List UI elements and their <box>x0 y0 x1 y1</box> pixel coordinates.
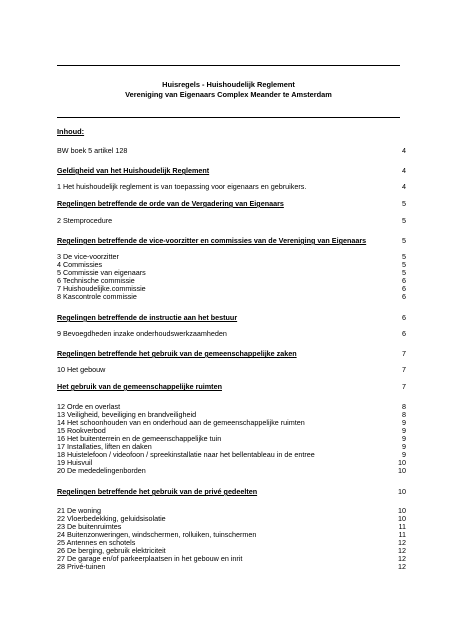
toc-entry-title: Het gebruik van de gemeenschappelijke ruimten <box>57 382 222 391</box>
toc-entry-title: 19 Huisvuil <box>57 458 93 467</box>
toc-entry-page: 4 <box>402 146 406 155</box>
toc-entry-title: 13 Veiligheid, beveiliging en brandveiligheid <box>57 410 197 419</box>
toc-entry-title: 27 De garage en/of parkeerplaatsen in het gebouw en inrit <box>57 554 243 563</box>
toc-entry[interactable] <box>57 366 406 374</box>
toc-entry[interactable] <box>57 183 406 191</box>
toc-entry-page: 12 <box>398 538 406 547</box>
toc-entry-page: 4 <box>402 166 406 175</box>
toc-entry-title: Geldigheid van het Huishoudelijk Reglement <box>57 166 210 175</box>
document-title: Huisregels - Huishoudelijk Reglement <box>162 80 295 89</box>
toc-entry-title: 18 Huistelefoon / videofoon / spreekinstallatie naar het bellentableau in de entree <box>57 450 315 459</box>
toc-entry-page: 5 <box>402 199 406 208</box>
toc-entry-page: 8 <box>402 402 406 411</box>
toc-entry-page: 10 <box>398 466 406 475</box>
toc-entry-page: 11 <box>398 530 406 539</box>
toc-entry-page: 7 <box>402 382 406 391</box>
toc-entry-page: 6 <box>402 292 406 301</box>
toc-entry-title: 20 De mededelingenborden <box>57 466 146 475</box>
toc-entry-title: 3 De vice-voorzitter <box>57 252 119 261</box>
toc-heading: Inhoud: <box>57 127 85 136</box>
toc-entry-title: 7 Huishoudelijke.commissie <box>57 284 146 293</box>
toc-entry[interactable] <box>57 147 406 155</box>
toc-entry-title: 6 Technische commissie <box>57 276 135 285</box>
toc-entry-page: 12 <box>398 554 406 563</box>
toc-entry-title: 5 Commissie van eigenaars <box>57 268 146 277</box>
toc-entry-page: 6 <box>402 313 406 322</box>
toc-entry-title: 26 De berging, gebruik elektriciteit <box>57 546 166 555</box>
toc-entry-page: 6 <box>402 276 406 285</box>
toc-entry-title: 15 Rookverbod <box>57 426 106 435</box>
toc-entry-title: Regelingen betreffende de instructie aan het bestuur <box>57 313 238 322</box>
toc-entry[interactable] <box>57 555 406 563</box>
toc-entry-page: 9 <box>402 442 406 451</box>
toc-entry-page: 5 <box>402 268 406 277</box>
toc-entry-page: 9 <box>402 418 406 427</box>
toc-section-heading[interactable] <box>57 488 406 496</box>
toc-entry-title: Regelingen betreffende de orde van de Vergadering van Eigenaars <box>57 199 284 208</box>
toc-entry-page: 5 <box>402 216 406 225</box>
toc-entry[interactable] <box>57 419 406 427</box>
toc-section-heading[interactable] <box>57 167 406 175</box>
toc-entry[interactable] <box>57 217 406 225</box>
toc-entry-page: 6 <box>402 329 406 338</box>
top-rule <box>57 65 400 66</box>
toc-entry[interactable] <box>57 563 406 571</box>
toc-entry-page: 9 <box>402 434 406 443</box>
toc-entry-title: 1 Het huishoudelijk reglement is van toepassing voor eigenaars en gebruikers. <box>57 182 307 191</box>
toc-entry-title: 4 Commissies <box>57 260 103 269</box>
toc-entry[interactable] <box>57 467 406 475</box>
toc-entry-page: 10 <box>398 514 406 523</box>
toc-entry-page: 5 <box>402 236 406 245</box>
toc-entry[interactable] <box>57 253 406 261</box>
toc-entry-page: 8 <box>402 410 406 419</box>
toc-entry-title: Regelingen betreffende het gebruik van de privé gedeelten <box>57 487 258 496</box>
toc-entry-title: 28 Privé-tuinen <box>57 562 106 571</box>
toc-section-heading[interactable] <box>57 383 406 391</box>
toc-section-heading[interactable] <box>57 237 406 245</box>
toc-entry-title: 16 Het buitenterrein en de gemeenschappelijke tuin <box>57 434 222 443</box>
toc-entry-title: 23 De buitenruimtes <box>57 522 122 531</box>
toc-entry-page: 10 <box>398 458 406 467</box>
toc-entry[interactable] <box>57 451 406 459</box>
toc-entry-page: 9 <box>402 426 406 435</box>
toc-entry[interactable] <box>57 330 406 338</box>
toc-entry-title: 25 Antennes en schotels <box>57 538 136 547</box>
toc-entry-page: 7 <box>402 349 406 358</box>
toc-entry-page: 6 <box>402 284 406 293</box>
toc-entry-title: 9 Bevoegdheden inzake onderhoudswerkzaamheden <box>57 329 227 338</box>
toc-entry-title: Regelingen betreffende het gebruik van de gemeenschappelijke zaken <box>57 349 297 358</box>
toc-section-heading[interactable] <box>57 350 406 358</box>
toc-section-heading[interactable] <box>57 314 406 322</box>
toc-entry-title: Regelingen betreffende de vice-voorzitter en commissies van de Vereniging van Eigenaars <box>57 236 367 245</box>
toc-entry-page: 12 <box>398 546 406 555</box>
toc-entry-title: 17 Installaties, liften en daken <box>57 442 152 451</box>
toc-entry-title: 2 Stemprocedure <box>57 216 113 225</box>
toc-entry-title: 10 Het gebouw <box>57 365 106 374</box>
toc-entry[interactable] <box>57 293 406 301</box>
toc-entry-page: 5 <box>402 260 406 269</box>
toc-entry-page: 9 <box>402 450 406 459</box>
toc-entry-title: 21 De woning <box>57 506 101 515</box>
toc-entry-title: 24 Buitenzonweringen, windschermen, rolluiken, tuinschermen <box>57 530 257 539</box>
toc-entry-title: 8 Kascontrole commissie <box>57 292 137 301</box>
title-rule <box>57 117 400 118</box>
toc-entry-page: 4 <box>402 182 406 191</box>
toc-entry-page: 10 <box>398 487 406 496</box>
toc-entry-page: 7 <box>402 365 406 374</box>
toc-entry-title: 14 Het schoonhouden van en onderhoud aan de gemeenschappelijke ruimten <box>57 418 305 427</box>
toc-entry-title: 22 Vloerbedekking, geluidsisolatie <box>57 514 166 523</box>
toc-entry-title: BW boek 5 artikel 128 <box>57 146 128 155</box>
toc-entry-page: 11 <box>398 522 406 531</box>
toc-entry-page: 10 <box>398 506 406 515</box>
toc-section-heading[interactable] <box>57 200 406 208</box>
toc-entry-page: 5 <box>402 252 406 261</box>
toc-entry-page: 12 <box>398 562 406 571</box>
document-subtitle: Vereniging van Eigenaars Complex Meander te Amsterdam <box>125 90 332 99</box>
toc-entry-title: 12 Orde en overlast <box>57 402 121 411</box>
